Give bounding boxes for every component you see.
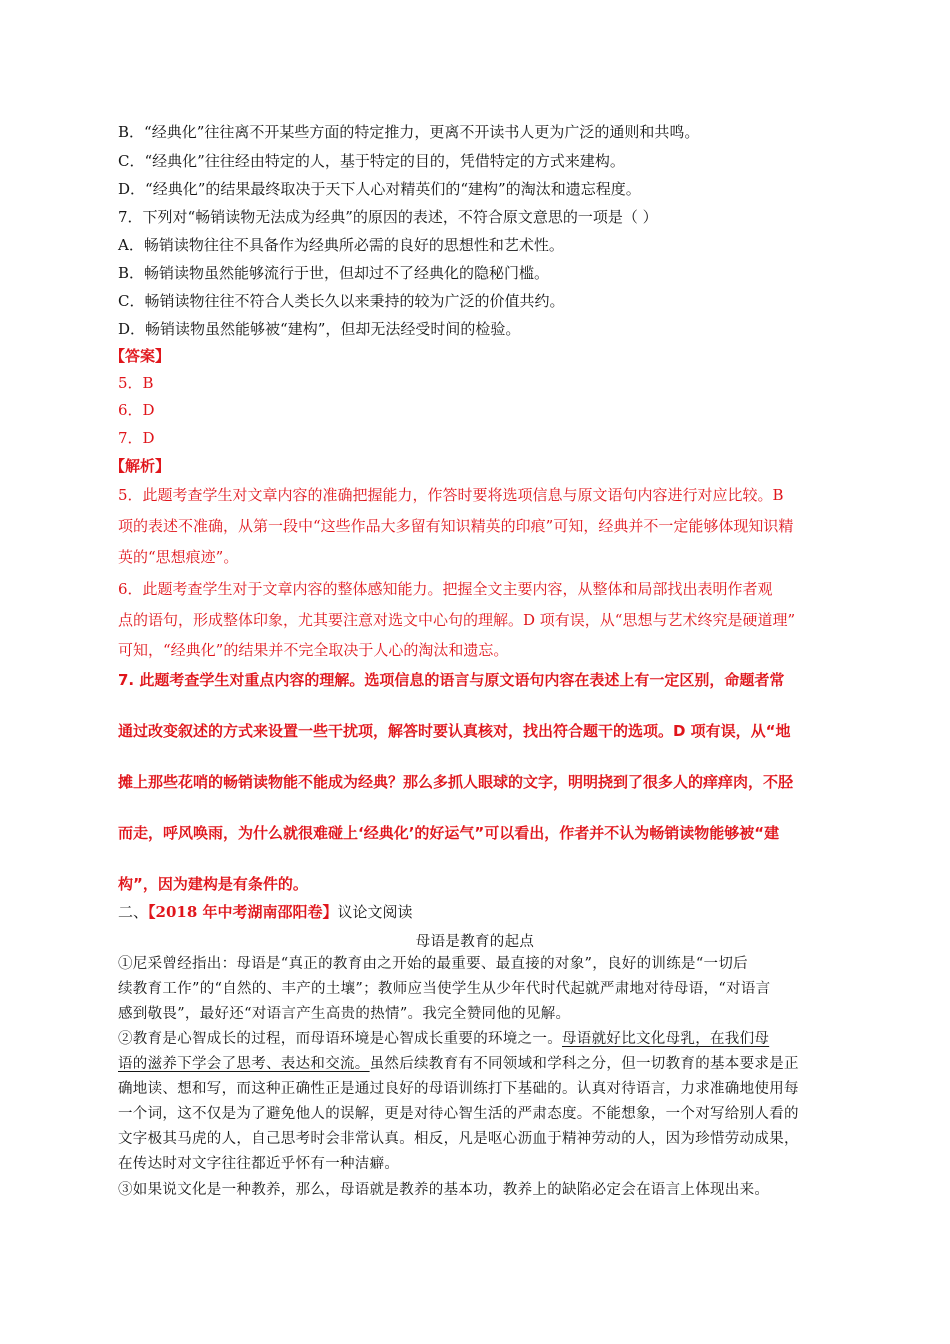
analysis-7-line: 构”，因为建构是有条件的。	[118, 875, 308, 893]
article-p2-text: 虽然后续教育有不同领域和学科之分，但一切教育的基本要求是正	[369, 1056, 799, 1072]
q6-option-b: B．“经典化”往往离不开某些方面的特定推力，更离不开读书人更为广泛的通则和共鸣。	[118, 123, 700, 141]
q7-stem: 7．下列对“畅销读物无法成为经典”的原因的表述，不符合原文意思的一项是（ ）	[118, 208, 658, 226]
analysis-7-line: 而走，呼风唤雨，为什么就很难碰上‘经典化’的好运气”可以看出，作者并不认为畅销读物能够被“建	[118, 824, 780, 842]
section-type: 议论文阅读	[337, 903, 413, 921]
article-p2-line: 确地读、想和写，而这种正确性正是通过良好的母语训练打下基础的。认真对待语言，力求准确地使用每	[118, 1081, 799, 1097]
article-p3-line: ③如果说文化是一种教养，那么，母语就是教养的基本功，教养上的缺陷必定会在语言上体现出来。	[118, 1182, 770, 1198]
analysis-heading: 【解析】	[110, 457, 171, 475]
article-p2-underlined: 母语就好比文化母乳，在我们母	[562, 1031, 770, 1047]
watermark-icon	[492, 768, 532, 792]
article-p2-underlined: 语的滋养下学会了思考、表达和交流。	[118, 1056, 370, 1072]
q7-option-a: A．畅销读物往往不具备作为经典所必需的良好的思想性和艺术性。	[118, 236, 564, 254]
section-source-tag: 【2018 年中考湖南邵阳卷】	[148, 903, 338, 921]
q7-option-d: D．畅销读物虽然能够被“建构”，但却无法经受时间的检验。	[118, 320, 521, 338]
article-p2-line	[118, 1029, 769, 1049]
article-p1-line: 续教育工作”的“自然的、丰产的土壤”；教师应当使学生从少年代时代起就严肃地对待母语，“对语言	[118, 981, 771, 997]
article-p2-line: 文字极其马虎的人，自己思考时会非常认真。相反，凡是呕心沥血于精神劳动的人，因为珍惜劳动成果，	[118, 1131, 799, 1147]
section-prefix: 二、	[118, 903, 149, 921]
article-p1-line: ①尼采曾经指出：母语是“真正的教育由之开始的最重要、最直接的对象”，良好的训练是“一切后	[118, 956, 748, 972]
article-p2-text: ②教育是心智成长的过程，而母语环境是心智成长重要的环境之一。	[118, 1031, 562, 1047]
q6-option-c: C．“经典化”往往经由特定的人，基于特定的目的，凭借特定的方式来建构。	[118, 152, 625, 170]
analysis-6-line: 点的语句，形成整体印象，尤其要注意对选文中心句的理解。D 项有误，从“思想与艺术终究是硬道理”	[118, 611, 796, 629]
analysis-7-line: 摊上那些花哨的畅销读物能不能成为经典？那么多抓人眼球的文字，明明挠到了很多人的痒痒肉，不胫	[118, 773, 794, 791]
q7-option-b: B．畅销读物虽然能够流行于世，但却过不了经典化的隐秘门槛。	[118, 264, 550, 282]
article-p1-line: 感到敬畏”，最好还“对语言产生高贵的热情”。我完全赞同他的见解。	[118, 1006, 571, 1022]
analysis-5-line: 项的表述不准确，从第一段中“这些作品大多留有知识精英的印痕”可知，经典并不一定能够体现知识精	[118, 517, 794, 535]
analysis-7-line: 通过改变叙述的方式来设置一些干扰项，解答时要认真核对，找出符合题干的选项。D 项有误，从“地	[118, 722, 791, 740]
article-p2-line	[118, 1054, 799, 1074]
analysis-5-line: 5．此题考查学生对文章内容的准确把握能力，作答时要将选项信息与原文语句内容进行对应比较。B	[118, 486, 784, 504]
section-heading	[118, 902, 413, 922]
answer-heading: 【答案】	[110, 347, 171, 365]
article-p2-line: 一个词，这不仅是为了避免他人的误解，更是对待心智生活的严肃态度。不能想象，一个对写给别人看的	[118, 1106, 799, 1122]
answer-item: 7．D	[118, 429, 155, 447]
analysis-5-line: 英的“思想痕迹”。	[118, 548, 239, 566]
analysis-6-line: 可知，“经典化”的结果并不完全取决于人心的淘汰和遗忘。	[118, 641, 509, 659]
article-title: 母语是教育的起点	[415, 934, 535, 950]
analysis-6-line: 6．此题考查学生对于文章内容的整体感知能力。把握全文主要内容，从整体和局部找出表明作者观	[118, 580, 773, 598]
analysis-7-line: 7. 此题考查学生对重点内容的理解。选项信息的语言与原文语句内容在表述上有一定区别，命题者常	[118, 671, 785, 689]
q6-option-d: D．“经典化”的结果最终取决于天下人心对精英们的“建构”的淘汰和遗忘程度。	[118, 180, 641, 198]
answer-item: 6．D	[118, 401, 155, 419]
article-p2-line: 在传达时对文字往往都近乎怀有一种洁癖。	[118, 1156, 400, 1172]
answer-item: 5．B	[118, 374, 154, 392]
q7-option-c: C．畅销读物往往不符合人类长久以来秉持的较为广泛的价值共约。	[118, 292, 565, 310]
